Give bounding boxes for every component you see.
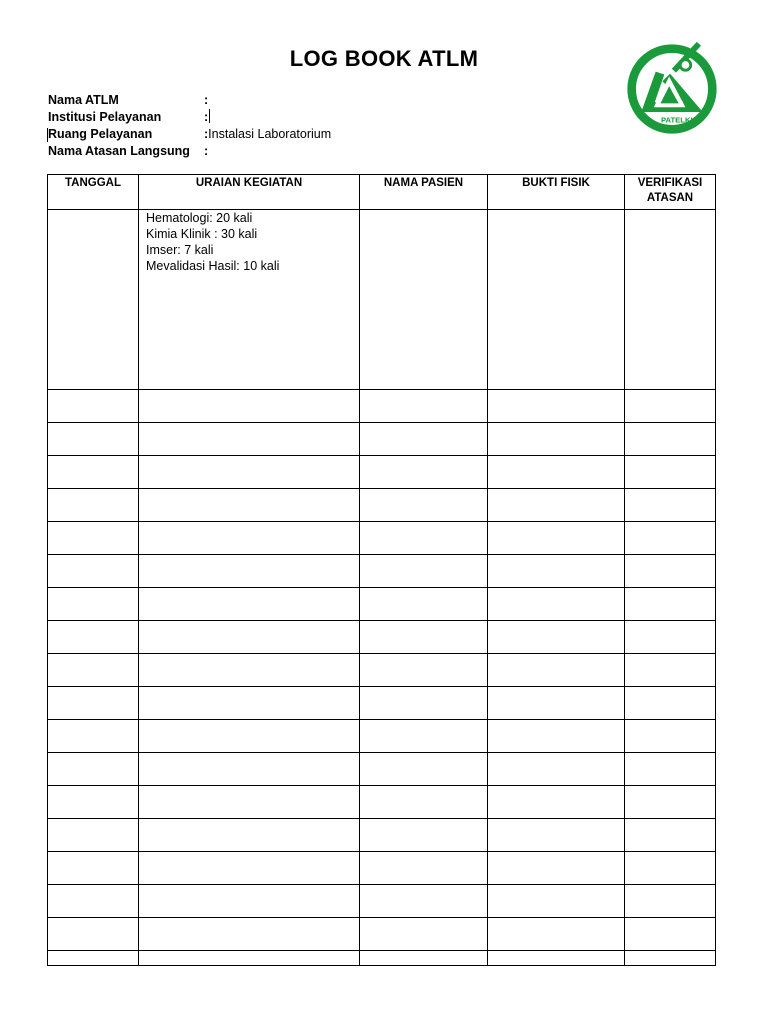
- cell-nama-pasien[interactable]: [360, 390, 488, 423]
- cell-verifikasi-atasan[interactable]: [625, 621, 716, 654]
- column-header-tanggal: TANGGAL: [48, 175, 139, 210]
- cell-uraian-kegiatan[interactable]: [139, 951, 360, 966]
- info-colon: :: [204, 144, 209, 158]
- cell-verifikasi-atasan[interactable]: [625, 918, 716, 951]
- cell-tanggal[interactable]: [48, 423, 139, 456]
- activity-item: Hematologi: 20 kali: [146, 211, 253, 225]
- cell-tanggal[interactable]: [48, 489, 139, 522]
- cell-bukti-fisik[interactable]: [488, 423, 625, 456]
- cell-tanggal[interactable]: [48, 522, 139, 555]
- cell-verifikasi-atasan[interactable]: [625, 819, 716, 852]
- info-colon: :: [204, 110, 209, 124]
- cell-bukti-fisik[interactable]: [488, 852, 625, 885]
- cell-nama-pasien[interactable]: [360, 621, 488, 654]
- cell-bukti-fisik[interactable]: [488, 522, 625, 555]
- cell-verifikasi-atasan[interactable]: [625, 456, 716, 489]
- table-row: [48, 621, 716, 654]
- cell-uraian-kegiatan[interactable]: [139, 654, 360, 687]
- cell-bukti-fisik[interactable]: [488, 720, 625, 753]
- cell-uraian-kegiatan[interactable]: [139, 390, 360, 423]
- cell-verifikasi-atasan[interactable]: [625, 951, 716, 966]
- cell-nama-pasien[interactable]: [360, 654, 488, 687]
- info-colon: :: [204, 127, 209, 141]
- cell-bukti-fisik[interactable]: [488, 819, 625, 852]
- cell-nama-pasien[interactable]: [360, 210, 488, 390]
- text-cursor: [47, 128, 48, 142]
- cell-tanggal[interactable]: [48, 753, 139, 786]
- cell-bukti-fisik[interactable]: [488, 555, 625, 588]
- cell-uraian-kegiatan[interactable]: [139, 621, 360, 654]
- column-header-nama-pasien: NAMA PASIEN: [360, 175, 488, 210]
- cell-bukti-fisik[interactable]: [488, 885, 625, 918]
- cell-tanggal[interactable]: [48, 786, 139, 819]
- table-row: [48, 951, 716, 966]
- cell-nama-pasien[interactable]: [360, 555, 488, 588]
- cell-uraian-kegiatan[interactable]: [139, 720, 360, 753]
- cell-verifikasi-atasan[interactable]: [625, 555, 716, 588]
- cell-bukti-fisik[interactable]: [488, 918, 625, 951]
- cell-tanggal[interactable]: [48, 687, 139, 720]
- document-title: LOG BOOK ATLM: [289, 46, 479, 71]
- cell-verifikasi-atasan[interactable]: [625, 885, 716, 918]
- cell-uraian-kegiatan[interactable]: [139, 423, 360, 456]
- cell-verifikasi-atasan[interactable]: [625, 687, 716, 720]
- info-row-nama-atlm: [48, 92, 331, 109]
- cell-tanggal[interactable]: [48, 555, 139, 588]
- cell-nama-pasien[interactable]: [360, 786, 488, 819]
- table-row: [48, 687, 716, 720]
- info-label: Nama Atasan Langsung: [48, 144, 190, 158]
- cell-uraian-kegiatan[interactable]: [139, 819, 360, 852]
- cell-nama-pasien[interactable]: [360, 720, 488, 753]
- info-row-institusi: [48, 109, 331, 126]
- cell-uraian-kegiatan[interactable]: [139, 852, 360, 885]
- cell-bukti-fisik[interactable]: [488, 588, 625, 621]
- table-row: [48, 522, 716, 555]
- info-label: Institusi Pelayanan: [48, 110, 162, 124]
- table-row: [48, 786, 716, 819]
- cell-uraian-kegiatan[interactable]: [139, 522, 360, 555]
- log-table: [47, 174, 716, 966]
- cell-uraian-kegiatan[interactable]: [139, 885, 360, 918]
- cell-bukti-fisik[interactable]: [488, 489, 625, 522]
- info-value[interactable]: Instalasi Laboratorium: [208, 127, 332, 141]
- activity-item: Mevalidasi Hasil: 10 kali: [146, 259, 280, 273]
- cell-bukti-fisik[interactable]: [488, 753, 625, 786]
- cell-uraian-kegiatan[interactable]: [139, 687, 360, 720]
- cell-nama-pasien[interactable]: [360, 687, 488, 720]
- cell-bukti-fisik[interactable]: [488, 621, 625, 654]
- cell-verifikasi-atasan[interactable]: [625, 720, 716, 753]
- table-row: [48, 720, 716, 753]
- logo-text: PATELKI: [660, 115, 693, 125]
- cell-tanggal[interactable]: [48, 951, 139, 966]
- table-row: [48, 588, 716, 621]
- info-label: Nama ATLM: [48, 93, 119, 107]
- cell-nama-pasien[interactable]: [360, 819, 488, 852]
- cell-nama-pasien[interactable]: [360, 588, 488, 621]
- cell-uraian-kegiatan[interactable]: [139, 786, 360, 819]
- table-body: [48, 210, 716, 966]
- cell-verifikasi-atasan[interactable]: [625, 522, 716, 555]
- table-header-row: [48, 175, 716, 210]
- cell-nama-pasien[interactable]: [360, 423, 488, 456]
- cell-bukti-fisik[interactable]: [488, 951, 625, 966]
- cell-bukti-fisik[interactable]: [488, 210, 625, 390]
- cell-verifikasi-atasan[interactable]: [625, 753, 716, 786]
- table-row: [48, 390, 716, 423]
- cell-tanggal[interactable]: [48, 456, 139, 489]
- cell-bukti-fisik[interactable]: [488, 786, 625, 819]
- cell-tanggal[interactable]: [48, 588, 139, 621]
- cell-nama-pasien[interactable]: [360, 753, 488, 786]
- cell-verifikasi-atasan[interactable]: [625, 852, 716, 885]
- cell-bukti-fisik[interactable]: [488, 687, 625, 720]
- cell-verifikasi-atasan[interactable]: [625, 390, 716, 423]
- column-header-verifikasi-atasan: VERIFIKASI ATASAN: [625, 175, 716, 210]
- info-row-ruang: [48, 126, 331, 143]
- cell-uraian-kegiatan[interactable]: [139, 753, 360, 786]
- cell-nama-pasien[interactable]: [360, 885, 488, 918]
- table-row: [48, 489, 716, 522]
- cell-verifikasi-atasan[interactable]: [625, 588, 716, 621]
- cell-tanggal[interactable]: [48, 852, 139, 885]
- table-row: [48, 456, 716, 489]
- cell-bukti-fisik[interactable]: [488, 390, 625, 423]
- cell-uraian-kegiatan[interactable]: [139, 210, 360, 390]
- cell-tanggal[interactable]: [48, 654, 139, 687]
- cell-tanggal[interactable]: [48, 918, 139, 951]
- table-row: [48, 852, 716, 885]
- cell-verifikasi-atasan[interactable]: [625, 654, 716, 687]
- activity-list: [139, 210, 359, 274]
- table-row: [48, 918, 716, 951]
- table-row: [48, 423, 716, 456]
- table-row: [48, 753, 716, 786]
- info-row-atasan: [48, 143, 331, 160]
- patelki-logo: [624, 40, 720, 136]
- column-header-uraian-kegiatan: URAIAN KEGIATAN: [139, 175, 360, 210]
- cell-tanggal[interactable]: [48, 720, 139, 753]
- cell-verifikasi-atasan[interactable]: [625, 489, 716, 522]
- cell-verifikasi-atasan[interactable]: [625, 786, 716, 819]
- cell-uraian-kegiatan[interactable]: [139, 918, 360, 951]
- cell-tanggal[interactable]: [48, 390, 139, 423]
- column-header-bukti-fisik: BUKTI FISIK: [488, 175, 625, 210]
- activity-item: Imser: 7 kali: [146, 243, 214, 257]
- cell-tanggal[interactable]: [48, 621, 139, 654]
- header-info: [48, 92, 331, 160]
- table-row: [48, 819, 716, 852]
- cell-bukti-fisik[interactable]: [488, 654, 625, 687]
- cell-nama-pasien[interactable]: [360, 489, 488, 522]
- table-row: [48, 885, 716, 918]
- cell-tanggal[interactable]: [48, 885, 139, 918]
- cell-nama-pasien[interactable]: [360, 852, 488, 885]
- cell-nama-pasien[interactable]: [360, 951, 488, 966]
- text-cursor: [209, 109, 210, 123]
- cell-uraian-kegiatan[interactable]: [139, 456, 360, 489]
- table-row: [48, 654, 716, 687]
- cell-nama-pasien[interactable]: [360, 522, 488, 555]
- cell-tanggal[interactable]: [48, 819, 139, 852]
- cell-verifikasi-atasan[interactable]: [625, 423, 716, 456]
- table-row: [48, 555, 716, 588]
- cell-uraian-kegiatan[interactable]: [139, 588, 360, 621]
- activity-item: Kimia Klinik : 30 kali: [146, 227, 258, 241]
- cell-uraian-kegiatan[interactable]: [139, 555, 360, 588]
- cell-verifikasi-atasan[interactable]: [625, 210, 716, 390]
- table-row: [48, 210, 716, 390]
- info-colon: :: [204, 93, 209, 107]
- cell-uraian-kegiatan[interactable]: [139, 489, 360, 522]
- cell-tanggal[interactable]: [48, 210, 139, 390]
- cell-bukti-fisik[interactable]: [488, 456, 625, 489]
- cell-nama-pasien[interactable]: [360, 918, 488, 951]
- cell-nama-pasien[interactable]: [360, 456, 488, 489]
- info-label: Ruang Pelayanan: [48, 127, 153, 141]
